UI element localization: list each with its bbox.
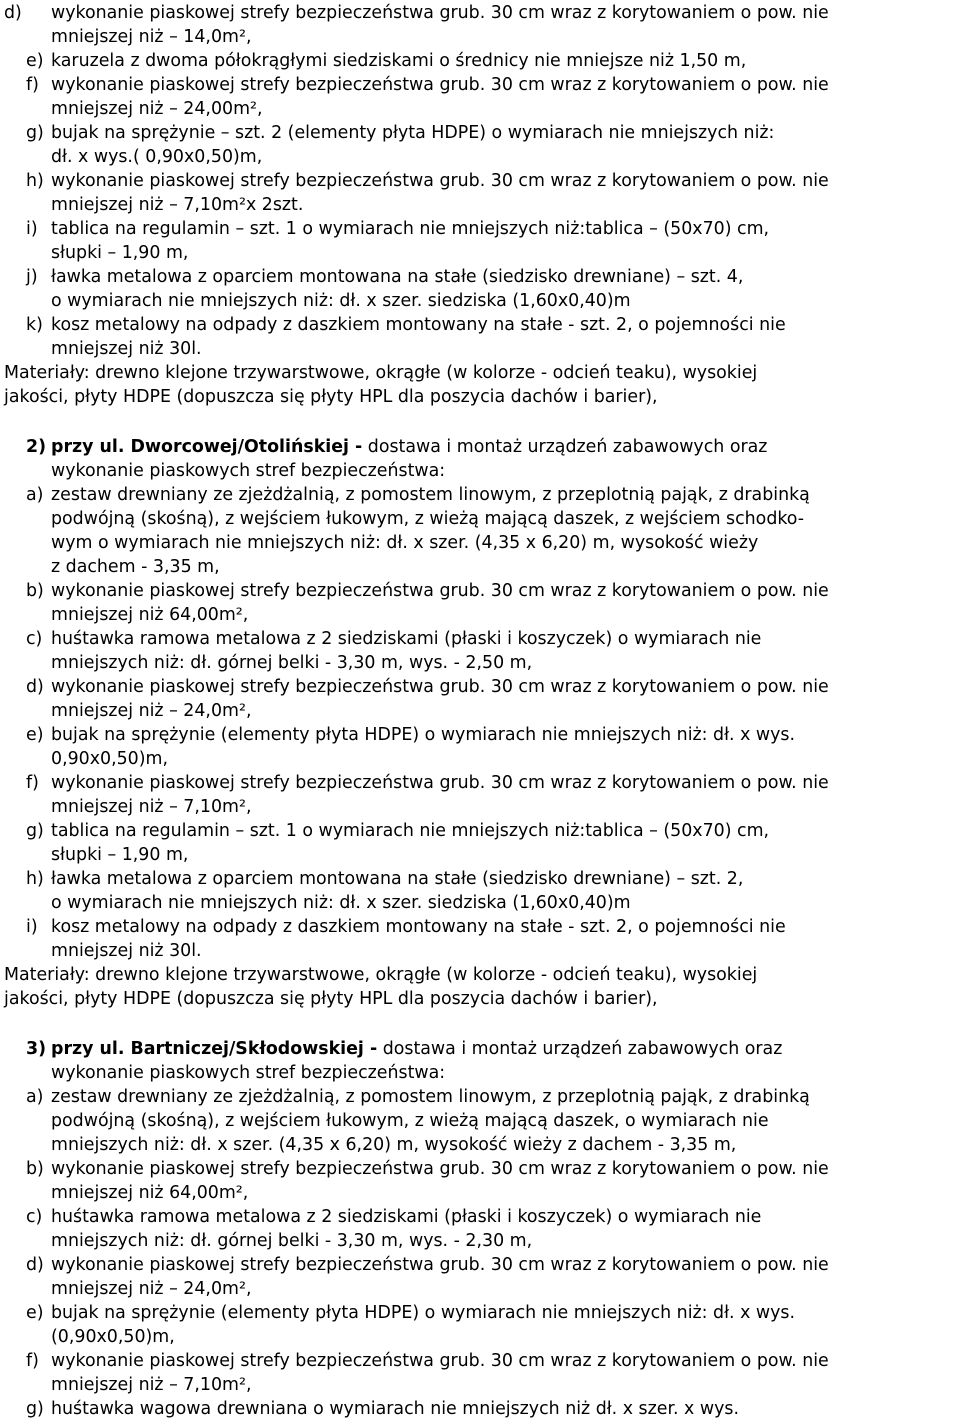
item-text: wykonanie piaskowej strefy bezpieczeństwa grub. 30 cm wraz z korytowaniem o pow. nie <box>51 581 829 601</box>
list-item <box>0 771 960 819</box>
item-text: mniejszej niż – 7,10m², <box>51 1375 252 1395</box>
item-text: mniejszej niż 64,00m², <box>51 605 249 625</box>
section-intro: dostawa i montaż urządzeń zabawowych oraz <box>377 1039 783 1059</box>
section3-heading <box>0 1037 960 1085</box>
item-text: zestaw drewniany ze zjeżdżalnią, z pomostem linowym, z przeplotnią pająk, z drabinką <box>51 485 810 505</box>
section-title: przy ul. Bartniczej/Skłodowskiej - <box>51 1039 378 1059</box>
section-intro: dostawa i montaż urządzeń zabawowych oraz <box>362 437 768 457</box>
section-intro-line: wykonanie piaskowych stref bezpieczeństwa: <box>51 461 446 481</box>
list-item <box>0 1085 960 1157</box>
item-text: mniejszych niż: dł. górnej belki - 3,30 m, wys. - 2,30 m, <box>51 1231 533 1251</box>
list-item <box>0 723 960 771</box>
item-label: i) <box>26 917 38 937</box>
item-label: a) <box>26 485 44 505</box>
section2-list <box>0 483 960 963</box>
list-item <box>0 265 960 313</box>
item-text: wykonanie piaskowej strefy bezpieczeństwa grub. 30 cm wraz z korytowaniem o pow. nie <box>51 3 829 23</box>
list-item <box>0 1 960 49</box>
section-title: przy ul. Dworcowej/Otolińskiej - <box>51 437 363 457</box>
materials-line: Materiały: drewno klejone trzywarstwowe, okrągłe (w kolorze - odcień teaku), wysokiej <box>4 363 758 383</box>
item-text: wykonanie piaskowej strefy bezpieczeństwa grub. 30 cm wraz z korytowaniem o pow. nie <box>51 171 829 191</box>
item-text: tablica na regulamin – szt. 1 o wymiarach nie mniejszych niż:tablica – (50x70) cm, <box>51 821 770 841</box>
item-label: c) <box>26 629 43 649</box>
item-label: b) <box>26 581 44 601</box>
item-label: k) <box>26 315 43 335</box>
item-text: mniejszej niż 30l. <box>51 339 202 359</box>
item-label: d) <box>4 3 22 23</box>
item-text: kosz metalowy na odpady z daszkiem montowany na stałe - szt. 2, o pojemności nie <box>51 917 786 937</box>
item-text: tablica na regulamin – szt. 1 o wymiarach nie mniejszych niż:tablica – (50x70) cm, <box>51 219 770 239</box>
section-number: 2) <box>26 437 47 457</box>
spacer <box>0 1011 960 1037</box>
item-label: h) <box>26 171 44 191</box>
item-label: c) <box>26 1207 43 1227</box>
item-text: mniejszych niż: dł. górnej belki - 3,30 m, wys. - 2,50 m, <box>51 653 533 673</box>
section1-list <box>0 0 960 361</box>
list-item <box>0 483 960 579</box>
item-text: podwójną (skośną), z wejściem łukowym, z wieżą mającą daszek, z wejściem schodko- <box>51 509 805 529</box>
list-item <box>0 627 960 675</box>
section3-list <box>0 1085 960 1421</box>
item-text: bujak na sprężynie (elementy płyta HDPE) o wymiarach nie mniejszych niż: dł. x wys. <box>51 1303 796 1323</box>
list-item <box>0 1301 960 1349</box>
list-item <box>0 1253 960 1301</box>
materials-line: jakości, płyty HDPE (dopuszcza się płyty HPL dla poszycia dachów i barier), <box>4 387 658 407</box>
item-label: e) <box>26 725 44 745</box>
item-text: mniejszej niż – 7,10m², <box>51 797 252 817</box>
item-text: huśtawka wagowa drewniana o wymiarach nie mniejszych niż dł. x szer. x wys. <box>51 1399 739 1419</box>
item-text: słupki – 1,90 m, <box>51 243 189 263</box>
materials-paragraph <box>0 963 960 1011</box>
list-item <box>0 915 960 963</box>
item-label: g) <box>26 1399 44 1419</box>
item-text: dł. x wys.( 0,90x0,50)m, <box>51 147 263 167</box>
list-item <box>0 1397 960 1421</box>
list-item <box>0 1157 960 1205</box>
materials-paragraph <box>0 361 960 409</box>
list-item <box>0 675 960 723</box>
list-item <box>0 49 960 73</box>
item-text: wykonanie piaskowej strefy bezpieczeństwa grub. 30 cm wraz z korytowaniem o pow. nie <box>51 1351 829 1371</box>
item-text: słupki – 1,90 m, <box>51 845 189 865</box>
item-label: j) <box>26 267 38 287</box>
item-label: g) <box>26 821 44 841</box>
list-item <box>0 169 960 217</box>
item-text: 0,90x0,50)m, <box>51 749 168 769</box>
item-label: f) <box>26 1351 39 1371</box>
list-item <box>0 313 960 361</box>
item-text: mniejszej niż – 14,0m², <box>51 27 252 47</box>
item-text: wykonanie piaskowej strefy bezpieczeństwa grub. 30 cm wraz z korytowaniem o pow. nie <box>51 75 829 95</box>
item-text: wykonanie piaskowej strefy bezpieczeństwa grub. 30 cm wraz z korytowaniem o pow. nie <box>51 1255 829 1275</box>
list-item <box>0 217 960 265</box>
item-text: z dachem - 3,35 m, <box>51 557 220 577</box>
item-text: ławka metalowa z oparciem montowana na stałe (siedzisko drewniane) – szt. 4, <box>51 267 744 287</box>
item-text: wym o wymiarach nie mniejszych niż: dł. x szer. (4,35 x 6,20) m, wysokość wieży <box>51 533 759 553</box>
list-item <box>0 867 960 915</box>
list-item <box>0 121 960 169</box>
materials-line: Materiały: drewno klejone trzywarstwowe, okrągłe (w kolorze - odcień teaku), wysokiej <box>4 965 758 985</box>
item-label: d) <box>26 1255 44 1275</box>
item-text: wykonanie piaskowej strefy bezpieczeństwa grub. 30 cm wraz z korytowaniem o pow. nie <box>51 677 829 697</box>
item-text: mniejszej niż 30l. <box>51 941 202 961</box>
item-text: mniejszej niż – 24,0m², <box>51 701 252 721</box>
section2-heading <box>0 435 960 483</box>
item-text: o wymiarach nie mniejszych niż: dł. x szer. siedziska (1,60x0,40)m <box>51 893 631 913</box>
list-item <box>0 819 960 867</box>
list-item <box>0 73 960 121</box>
item-text: bujak na sprężynie (elementy płyta HDPE) o wymiarach nie mniejszych niż: dł. x wys. <box>51 725 796 745</box>
item-text: mniejszej niż – 24,0m², <box>51 1279 252 1299</box>
item-text: podwójną (skośną), z wejściem łukowym, z wieżą mającą daszek, o wymiarach nie <box>51 1111 769 1131</box>
item-text: ławka metalowa z oparciem montowana na stałe (siedzisko drewniane) – szt. 2, <box>51 869 744 889</box>
item-text: zestaw drewniany ze zjeżdżalnią, z pomostem linowym, z przeplotnią pająk, z drabinką <box>51 1087 810 1107</box>
spacer <box>0 409 960 435</box>
item-label: b) <box>26 1159 44 1179</box>
item-text: wykonanie piaskowej strefy bezpieczeństwa grub. 30 cm wraz z korytowaniem o pow. nie <box>51 1159 829 1179</box>
item-text: wykonanie piaskowej strefy bezpieczeństwa grub. 30 cm wraz z korytowaniem o pow. nie <box>51 773 829 793</box>
item-text: karuzela z dwoma półokrągłymi siedziskami o średnicy nie mniejsze niż 1,50 m, <box>51 51 747 71</box>
item-text: huśtawka ramowa metalowa z 2 siedziskami (płaski i koszyczek) o wymiarach nie <box>51 629 762 649</box>
section-intro-line: wykonanie piaskowych stref bezpieczeństwa: <box>51 1063 446 1083</box>
item-label: a) <box>26 1087 44 1107</box>
list-item <box>0 579 960 627</box>
item-text: bujak na sprężynie – szt. 2 (elementy płyta HDPE) o wymiarach nie mniejszych niż: <box>51 123 775 143</box>
list-item <box>0 1205 960 1253</box>
item-text: mniejszej niż 64,00m², <box>51 1183 249 1203</box>
item-text: kosz metalowy na odpady z daszkiem montowany na stałe - szt. 2, o pojemności nie <box>51 315 786 335</box>
item-text: o wymiarach nie mniejszych niż: dł. x szer. siedziska (1,60x0,40)m <box>51 291 631 311</box>
item-text: huśtawka ramowa metalowa z 2 siedziskami (płaski i koszyczek) o wymiarach nie <box>51 1207 762 1227</box>
item-label: h) <box>26 869 44 889</box>
item-text: mniejszej niż – 7,10m²x 2szt. <box>51 195 304 215</box>
item-label: e) <box>26 51 44 71</box>
item-label: f) <box>26 773 39 793</box>
materials-line: jakości, płyty HDPE (dopuszcza się płyty HPL dla poszycia dachów i barier), <box>4 989 658 1009</box>
item-label: e) <box>26 1303 44 1323</box>
section-number: 3) <box>26 1039 47 1059</box>
item-label: d) <box>26 677 44 697</box>
item-label: i) <box>26 219 38 239</box>
item-text: mniejszych niż: dł. x szer. (4,35 x 6,20) m, wysokość wieży z dachem - 3,35 m, <box>51 1135 737 1155</box>
item-label: f) <box>26 75 39 95</box>
item-text: mniejszej niż – 24,00m², <box>51 99 263 119</box>
item-label: g) <box>26 123 44 143</box>
list-item <box>0 1349 960 1397</box>
item-text: (0,90x0,50)m, <box>51 1327 175 1347</box>
